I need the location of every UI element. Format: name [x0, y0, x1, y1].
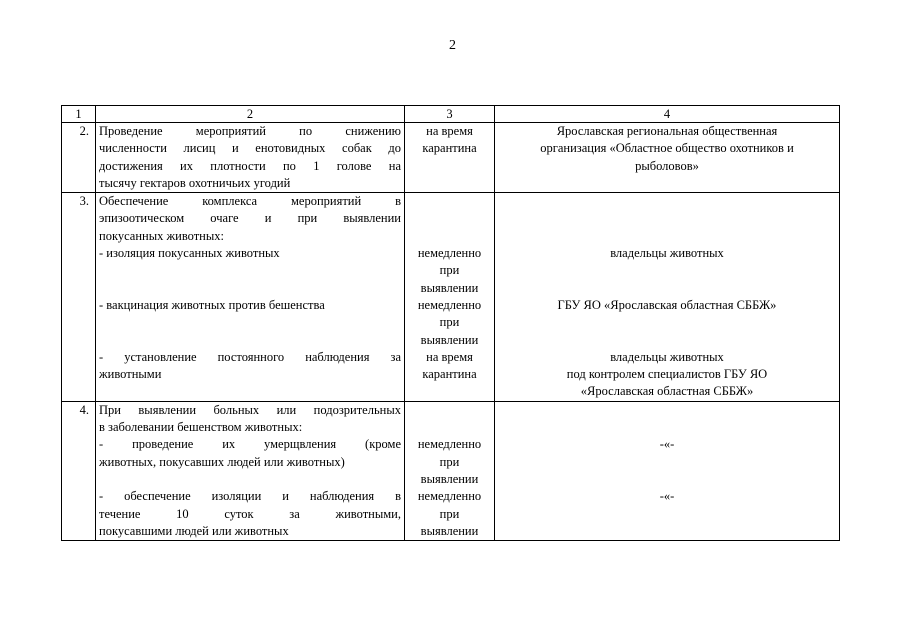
text-line: Проведение мероприятий по снижению — [99, 124, 401, 138]
text-line: -«- — [659, 489, 675, 504]
text-line: Ярославская региональная общественная — [556, 124, 778, 138]
text-line: владельцы животных — [610, 349, 724, 364]
text-line: при — [439, 315, 460, 330]
text-line: при — [439, 506, 460, 521]
text-line: при — [439, 263, 460, 278]
text-line: - установление постоянного наблюдения за — [99, 349, 401, 364]
row-number: 4. — [62, 401, 96, 540]
text-line: выявлении — [420, 523, 479, 538]
text-line: животными — [99, 367, 162, 382]
table-row — [62, 401, 840, 540]
text-line: покусавшими людей или животных — [99, 523, 289, 538]
text-line: течение 10 суток за животными, — [99, 506, 401, 521]
text-line: - проведение их умерщвления (кроме — [99, 437, 401, 452]
text-line: под контролем специалистов ГБУ ЯО — [566, 367, 768, 382]
table-row — [62, 123, 840, 193]
measures-table — [61, 105, 840, 541]
text-line: - изоляция покусанных животных — [99, 246, 280, 261]
measure-cell — [96, 401, 405, 540]
responsible-cell — [495, 123, 840, 193]
text-line: при — [439, 454, 460, 469]
measure-cell — [96, 123, 405, 193]
text-line: на время — [426, 349, 473, 364]
term-cell — [405, 123, 495, 193]
text-line: выявлении — [420, 471, 479, 486]
row-number: 3. — [62, 193, 96, 402]
text-line: -«- — [659, 437, 675, 452]
text-line: «Ярославская областная СББЖ» — [580, 384, 754, 399]
header-cell: 4 — [495, 106, 840, 123]
header-cell: 3 — [405, 106, 495, 123]
text-line: выявлении — [420, 280, 479, 295]
text-line: немедленно — [417, 246, 482, 261]
text-line: немедленно — [417, 297, 482, 312]
text-line: на время — [426, 124, 473, 138]
text-line: выявлении — [420, 332, 479, 347]
header-cell: 2 — [96, 106, 405, 123]
measure-cell — [96, 193, 405, 402]
text-line: организация «Областное общество охотников и — [540, 141, 794, 156]
term-cell — [405, 401, 495, 540]
header-row — [62, 106, 840, 123]
text-line: владельцы животных — [610, 246, 724, 261]
page-number: 2 — [449, 38, 456, 53]
text-line: эпизоотическом очаге и при выявлении — [99, 211, 401, 226]
header-cell: 1 — [62, 106, 96, 123]
table-row — [62, 193, 840, 402]
responsible-cell — [495, 193, 840, 402]
term-cell — [405, 193, 495, 402]
text-line: При выявлении больных или подозрительных — [99, 402, 401, 417]
row-number: 2. — [62, 123, 96, 193]
text-line: животных, покусавших людей или животных) — [99, 454, 345, 469]
text-line: покусанных животных: — [99, 228, 224, 243]
text-line: достижения их плотности по 1 голове на — [99, 158, 401, 173]
text-line: тысячу гектаров охотничьих угодий — [99, 175, 291, 190]
text-line: карантина — [422, 367, 477, 382]
text-line: рыболовов» — [635, 158, 699, 173]
text-line: в заболевании бешенством животных: — [99, 420, 303, 435]
text-line: немедленно — [417, 437, 482, 452]
text-line: ГБУ ЯО «Ярославская областная СББЖ» — [557, 297, 777, 312]
text-line: численности лисиц и енотовидных собак до — [99, 141, 401, 156]
text-line: - вакцинация животных против бешенства — [99, 297, 325, 312]
responsible-cell — [495, 401, 840, 540]
text-line: Обеспечение комплекса мероприятий в — [99, 194, 401, 209]
text-line: карантина — [422, 141, 477, 156]
text-line: - обеспечение изоляции и наблюдения в — [99, 489, 401, 504]
text-line: немедленно — [417, 489, 482, 504]
